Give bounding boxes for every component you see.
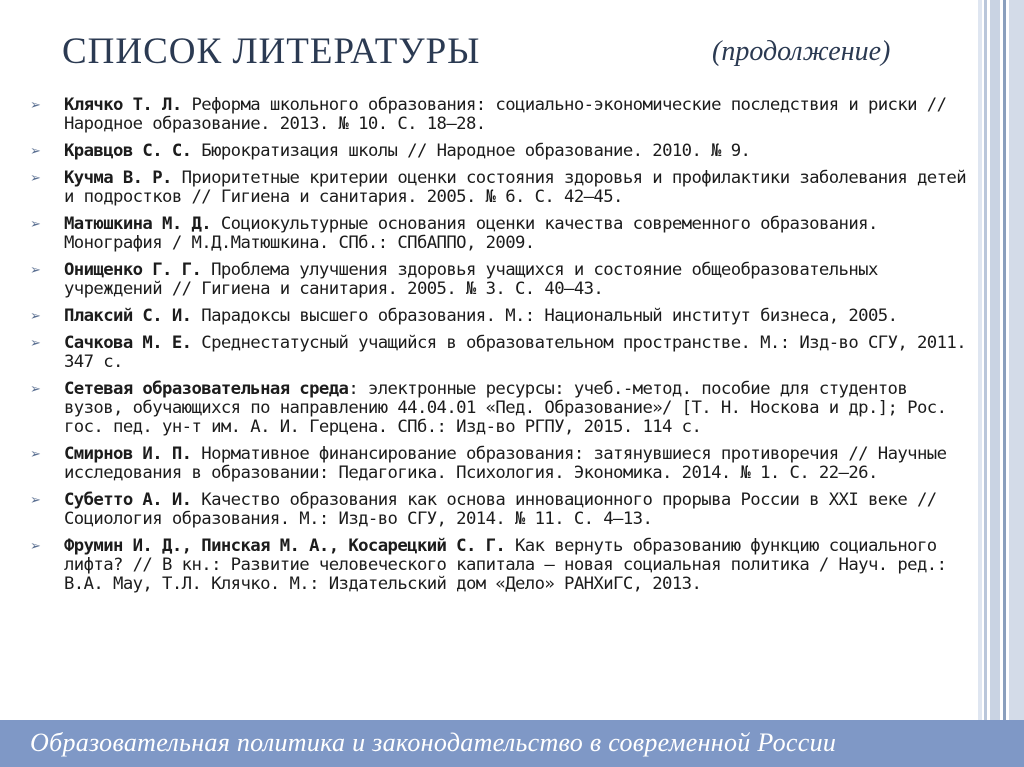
stripe bbox=[984, 0, 987, 767]
reference-item bbox=[30, 169, 975, 207]
reference-item bbox=[30, 142, 975, 161]
reference-item bbox=[30, 537, 975, 594]
reference-item bbox=[30, 380, 975, 437]
reference-text: Парадоксы высшего образования. М.: Национальный институт бизнеса, 2005. bbox=[191, 306, 898, 326]
reference-author: Клячко Т. Л. bbox=[64, 95, 182, 115]
arrow-bullet-icon: ➢ bbox=[30, 539, 41, 554]
arrow-bullet-icon: ➢ bbox=[30, 217, 41, 232]
footer-bar bbox=[0, 720, 1024, 767]
stripe bbox=[1009, 0, 1024, 767]
stripe bbox=[990, 0, 1000, 767]
arrow-bullet-icon: ➢ bbox=[30, 447, 41, 462]
reference-text: Реформа школьного образования: социально-экономические последствия и риски // Народное образование. 2013. № 10. С. 18–28. bbox=[64, 95, 947, 134]
arrow-bullet-icon: ➢ bbox=[30, 144, 41, 159]
reference-author: Субетто А. И. bbox=[64, 490, 192, 510]
reference-author: Плаксий С. И. bbox=[64, 306, 192, 326]
reference-list bbox=[30, 96, 975, 602]
arrow-bullet-icon: ➢ bbox=[30, 171, 41, 186]
reference-item bbox=[30, 261, 975, 299]
reference-text: Качество образования как основа инновационного прорыва России в XXI веке // Социология образования. М.: Изд-во СГУ, 2014. № 11. С. 4–13. bbox=[64, 490, 937, 529]
reference-author: Смирнов И. П. bbox=[64, 444, 192, 464]
reference-author: Сачкова М. Е. bbox=[64, 333, 192, 353]
reference-author: Онищенко Г. Г. bbox=[64, 260, 202, 280]
reference-author: Матюшкина М. Д. bbox=[64, 214, 212, 234]
decorative-stripes bbox=[978, 0, 1024, 767]
arrow-bullet-icon: ➢ bbox=[30, 493, 41, 508]
reference-text: : электронные ресурсы: учеб.-метод. пособие для студентов вузов, обучающихся по направлению 44.04.01 «Пед. Образование»/ [Т. Н. Носкова и др.]; Рос. гос. пед. ун-т им. А. И. Герцена. СПб.: Изд-во РГПУ, 2015. 114 с. bbox=[64, 379, 947, 437]
reference-text: Приоритетные критерии оценки состояния здоровья и профилактики заболевания детей и подростков // Гигиена и санитария. 2005. № 6. С. 42–45. bbox=[64, 168, 966, 207]
reference-author: Кравцов С. С. bbox=[64, 141, 192, 161]
reference-text: Проблема улучшения здоровья учащихся и состояние общеобразовательных учреждений // Гигиена и санитария. 2005. № 3. С. 40–43. bbox=[64, 260, 878, 299]
reference-text: Нормативное финансирование образования: затянувшиеся противоречия // Научные исследования в образовании: Педагогика. Психология. Экономика. 2014. № 1. С. 22–26. bbox=[64, 444, 947, 483]
reference-item bbox=[30, 307, 975, 326]
reference-author: Фрумин И. Д., Пинская М. А., Косарецкий С. Г. bbox=[64, 536, 506, 556]
reference-item bbox=[30, 491, 975, 529]
footer-text: Образовательная политика и законодательство в современной России bbox=[30, 728, 837, 757]
reference-text: Бюрократизация школы // Народное образование. 2010. № 9. bbox=[191, 141, 751, 161]
slide-subtitle: (продолжение) bbox=[712, 36, 891, 67]
reference-text: Среднестатусный учащийся в образовательном пространстве. М.: Изд-во СГУ, 2011. 347 с. bbox=[64, 333, 967, 372]
reference-item bbox=[30, 96, 975, 134]
reference-author: Сетевая образовательная среда bbox=[64, 379, 349, 399]
reference-item bbox=[30, 445, 975, 483]
reference-item bbox=[30, 215, 975, 253]
arrow-bullet-icon: ➢ bbox=[30, 382, 41, 397]
reference-text: Как вернуть образованию функцию социального лифта? // В кн.: Развитие человеческого капитала – новая социальная политика / Науч. ред.: В.А. Мау, Т.Л. Клячко. М.: Издательский дом «Дело» РАНХиГС, 2013. bbox=[64, 536, 947, 594]
arrow-bullet-icon: ➢ bbox=[30, 263, 41, 278]
reference-item bbox=[30, 334, 975, 372]
reference-author: Кучма В. Р. bbox=[64, 168, 172, 188]
arrow-bullet-icon: ➢ bbox=[30, 336, 41, 351]
arrow-bullet-icon: ➢ bbox=[30, 98, 41, 113]
stripe bbox=[978, 0, 982, 767]
arrow-bullet-icon: ➢ bbox=[30, 309, 41, 324]
stripe bbox=[1003, 0, 1006, 767]
reference-text: Социокультурные основания оценки качества современного образования. Монография / М.Д.Матюшкина. СПб.: СПбАППО, 2009. bbox=[64, 214, 878, 253]
slide-title: СПИСОК ЛИТЕРАТУРЫ bbox=[62, 31, 481, 72]
